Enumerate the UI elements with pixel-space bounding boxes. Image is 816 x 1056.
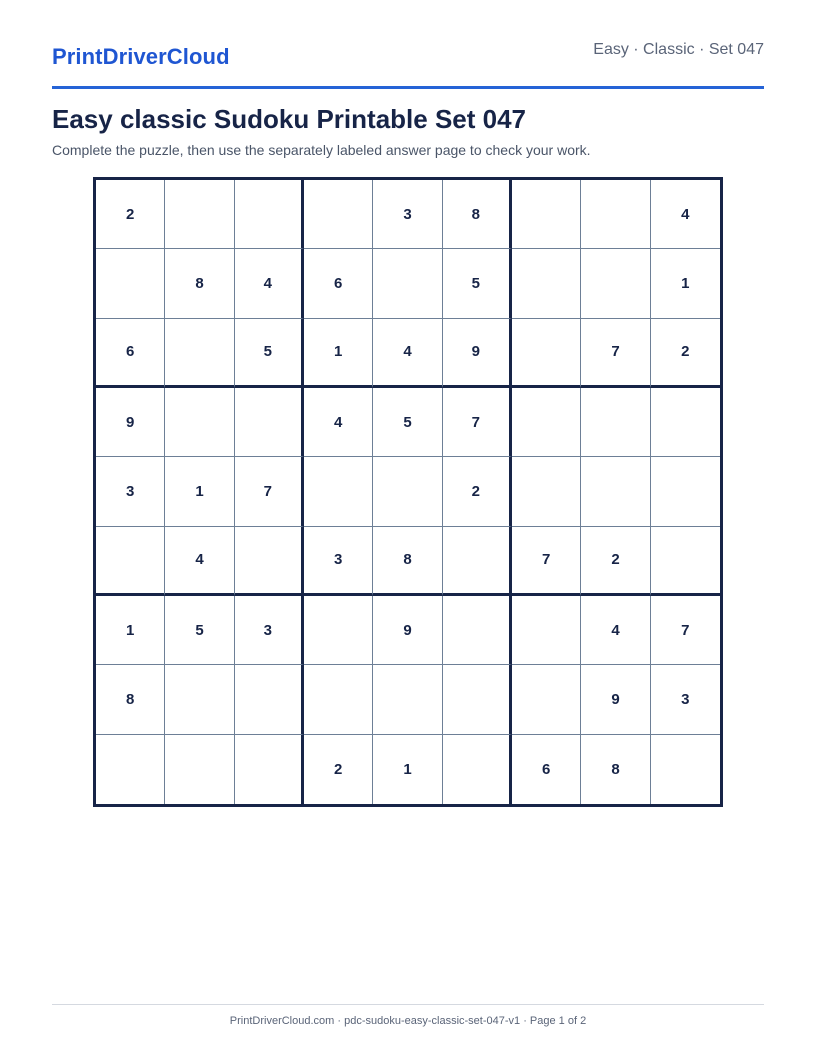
sudoku-cell: [581, 388, 650, 457]
page-footer: [52, 1004, 764, 1027]
sudoku-cell: [512, 319, 581, 388]
sudoku-cell: [235, 665, 304, 734]
sudoku-cell: 4: [581, 596, 650, 665]
sudoku-cell: 2: [96, 180, 165, 249]
sudoku-cell: [165, 735, 234, 804]
sudoku-cell: 9: [443, 319, 512, 388]
sudoku-cell: 2: [581, 527, 650, 596]
sudoku-cell: 3: [96, 457, 165, 526]
sudoku-cell: [96, 249, 165, 318]
sudoku-cell: [165, 665, 234, 734]
sudoku-cell: [651, 735, 720, 804]
sudoku-cell: 6: [512, 735, 581, 804]
sudoku-cell: 1: [96, 596, 165, 665]
sudoku-cell: [443, 596, 512, 665]
sudoku-cell: 4: [165, 527, 234, 596]
sudoku-cell: 8: [581, 735, 650, 804]
sudoku-cell: [512, 665, 581, 734]
sudoku-cell: [96, 527, 165, 596]
sudoku-cell: 3: [304, 527, 373, 596]
sudoku-cell: [304, 180, 373, 249]
sudoku-cell: [373, 457, 442, 526]
sudoku-cell: [373, 665, 442, 734]
sudoku-cell: 7: [235, 457, 304, 526]
sudoku-grid: [93, 177, 723, 807]
sudoku-cell: 8: [165, 249, 234, 318]
sudoku-cell: 7: [651, 596, 720, 665]
sudoku-cell: [443, 527, 512, 596]
sudoku-cell: [581, 249, 650, 318]
sudoku-cell: [373, 249, 442, 318]
sudoku-cell: 5: [165, 596, 234, 665]
sudoku-cell: [512, 249, 581, 318]
sudoku-cell: [96, 735, 165, 804]
sudoku-cell: 4: [235, 249, 304, 318]
footer-text: PrintDriverCloud.com · pdc-sudoku-easy-classic-set-047-v1 · Page 1 of 2: [229, 1015, 587, 1027]
sudoku-cell: 6: [96, 319, 165, 388]
sudoku-cell: 4: [651, 180, 720, 249]
page-subtitle: Complete the puzzle, then use the separately labeled answer page to check your work.: [52, 142, 591, 158]
sudoku-cell: [512, 457, 581, 526]
sudoku-cell: [651, 527, 720, 596]
sudoku-cell: 8: [373, 527, 442, 596]
sudoku-cell: [235, 527, 304, 596]
sudoku-cell: [651, 388, 720, 457]
brand-logo[interactable]: PrintDriverCloud: [52, 44, 230, 69]
sudoku-cell: 7: [512, 527, 581, 596]
sudoku-cell: [165, 319, 234, 388]
sudoku-cell: 9: [373, 596, 442, 665]
sudoku-cell: [165, 388, 234, 457]
sudoku-cell: 8: [443, 180, 512, 249]
sudoku-cell: 1: [651, 249, 720, 318]
puzzle-meta: Easy · Classic · Set 047: [593, 41, 764, 58]
sudoku-cell: [443, 735, 512, 804]
sudoku-cell: 9: [581, 665, 650, 734]
sudoku-cell: 2: [304, 735, 373, 804]
sudoku-cell: 7: [581, 319, 650, 388]
sudoku-cell: 9: [96, 388, 165, 457]
sudoku-cell: [235, 735, 304, 804]
sudoku-cell: [304, 457, 373, 526]
sudoku-cell: 1: [165, 457, 234, 526]
sudoku-cell: [304, 596, 373, 665]
sudoku-cell: [581, 180, 650, 249]
sudoku-cell: 1: [304, 319, 373, 388]
sudoku-cell: [165, 180, 234, 249]
sudoku-cell: [512, 596, 581, 665]
sudoku-cell: [651, 457, 720, 526]
sudoku-cell: 3: [235, 596, 304, 665]
page-title: Easy classic Sudoku Printable Set 047: [52, 104, 527, 134]
sudoku-cell: 5: [443, 249, 512, 318]
sudoku-cell: 8: [96, 665, 165, 734]
sudoku-cell: 3: [651, 665, 720, 734]
sudoku-cell: [235, 388, 304, 457]
sudoku-cell: [581, 457, 650, 526]
sudoku-cell: 2: [651, 319, 720, 388]
sudoku-cell: [443, 665, 512, 734]
sudoku-cell: [235, 180, 304, 249]
sudoku-cell: 1: [373, 735, 442, 804]
sudoku-cell: 3: [373, 180, 442, 249]
sudoku-cell: [304, 665, 373, 734]
sudoku-cell: [512, 180, 581, 249]
sudoku-cell: 4: [373, 319, 442, 388]
sudoku-cell: 4: [304, 388, 373, 457]
sudoku-cell: 7: [443, 388, 512, 457]
page-header: [52, 0, 764, 89]
sudoku-cell: 6: [304, 249, 373, 318]
sudoku-cell: [512, 388, 581, 457]
sudoku-cell: 2: [443, 457, 512, 526]
sudoku-cell: 5: [235, 319, 304, 388]
sudoku-cell: 5: [373, 388, 442, 457]
